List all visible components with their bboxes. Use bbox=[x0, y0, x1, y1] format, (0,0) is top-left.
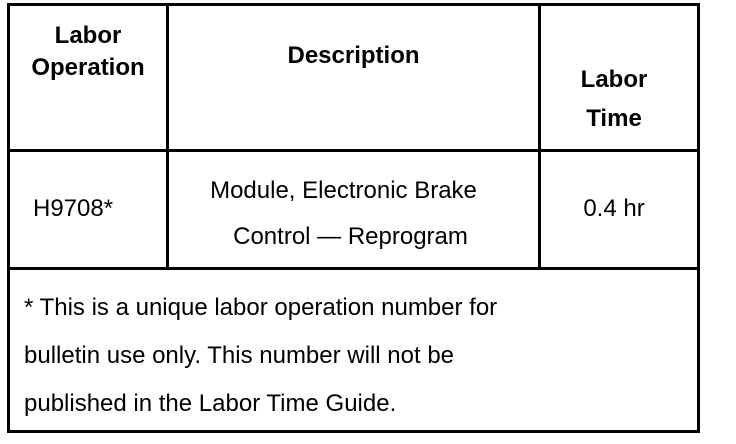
footnote-line1: * This is a unique labor operation number for bbox=[24, 294, 498, 321]
cell-description-line1: Module, Electronic Brake bbox=[210, 177, 477, 204]
header-labor-time-line2: Time bbox=[586, 105, 642, 132]
footnote bbox=[24, 284, 694, 428]
footnote-line2: bulletin use only. This number will not be bbox=[24, 342, 455, 369]
cell-labor-time: 0.4 hr bbox=[583, 195, 645, 222]
row-divider bbox=[7, 267, 700, 270]
header-labor-time bbox=[541, 60, 687, 138]
header-labor-operation bbox=[10, 20, 166, 84]
header-labor-operation-line2: Operation bbox=[31, 54, 145, 81]
header-labor-operation-line1: Labor bbox=[54, 22, 122, 49]
footnote-line3: published in the Labor Time Guide. bbox=[24, 390, 397, 417]
cell-description-line2: Control — Reprogram bbox=[233, 223, 468, 250]
cell-description bbox=[169, 168, 538, 260]
header-labor-time-line1: Labor bbox=[580, 66, 648, 93]
header-description: Description bbox=[287, 42, 420, 69]
cell-labor-operation: H9708* bbox=[33, 195, 114, 222]
row-divider bbox=[7, 149, 700, 152]
